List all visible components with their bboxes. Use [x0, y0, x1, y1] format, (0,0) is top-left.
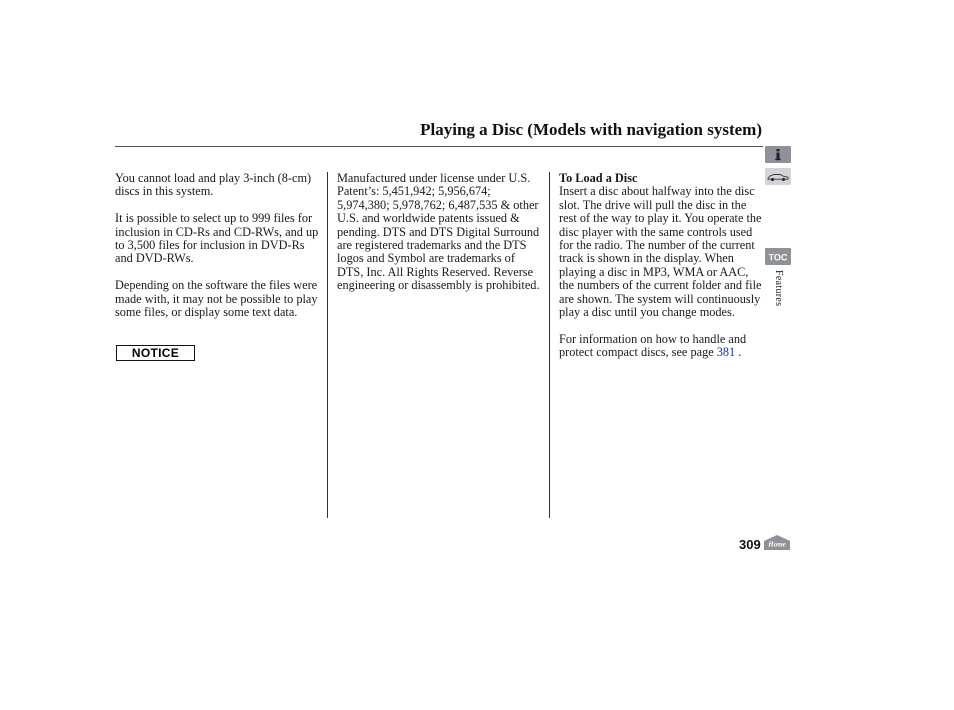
column-1	[115, 172, 320, 333]
toc-button[interactable]	[765, 248, 791, 265]
section-heading-load-disc: To Load a Disc	[559, 171, 638, 185]
home-button[interactable]	[763, 534, 791, 551]
paragraph-handling-end: .	[735, 345, 742, 360]
car-button[interactable]	[765, 168, 791, 185]
info-button[interactable]	[765, 146, 791, 163]
column-2	[337, 172, 542, 306]
page-number: 309	[739, 537, 761, 552]
toc-icon	[765, 248, 791, 265]
paragraph-load-disc: Insert a disc about halfway into the disc slot. The drive will pull the disc in the rest of the way to play it. You operate the disc player with the same controls used for the radio. The number of the current track is shown in the display. When playing a disc in MP3, WMA or AAC, the numbers of the current folder and file are shown. The system will continuously play a disc until you change modes.	[559, 184, 762, 320]
paragraph-software: Depending on the software the files were made with, it may not be possible to play some files, or display some text data.	[115, 278, 318, 320]
title-divider	[115, 146, 763, 147]
home-label: Home	[768, 540, 786, 549]
paragraph-handling-text: For information on how to handle and protect compact discs, see page	[559, 331, 747, 360]
home-icon	[763, 534, 791, 551]
page-link-381[interactable]: 381	[716, 345, 736, 360]
page-title: Playing a Disc (Models with navigation system)	[420, 120, 762, 139]
info-icon	[765, 146, 791, 163]
column-3	[559, 172, 764, 373]
car-icon	[765, 168, 791, 185]
notice-label: NOTICE	[116, 345, 195, 361]
paragraph-file-limits: It is possible to select up to 999 files for inclusion in CD-Rs and CD-RWs, and up to 3,500 files for inclusion in DVD-Rs and DVD-RWs.	[115, 211, 319, 266]
column-divider-1	[327, 172, 328, 518]
paragraph-disc-size: You cannot load and play 3-inch (8-cm) discs in this system.	[115, 171, 312, 199]
paragraph-license: Manufactured under license under U.S. Patent’s: 5,451,942; 5,956,674; 5,974,380; 5,978,762; 6,487,535 & other U.S. and worldwide patents issued & pending. DTS and DTS Digital Surround are registered trademarks and the DTS logos and Symbol are trademarks of DTS, Inc. All Rights Reserved. Reverse engineering or disassembly is prohibited.	[337, 171, 540, 293]
column-divider-2	[549, 172, 550, 518]
section-label-features: Features	[773, 270, 784, 307]
toc-label: TOC	[768, 252, 788, 263]
